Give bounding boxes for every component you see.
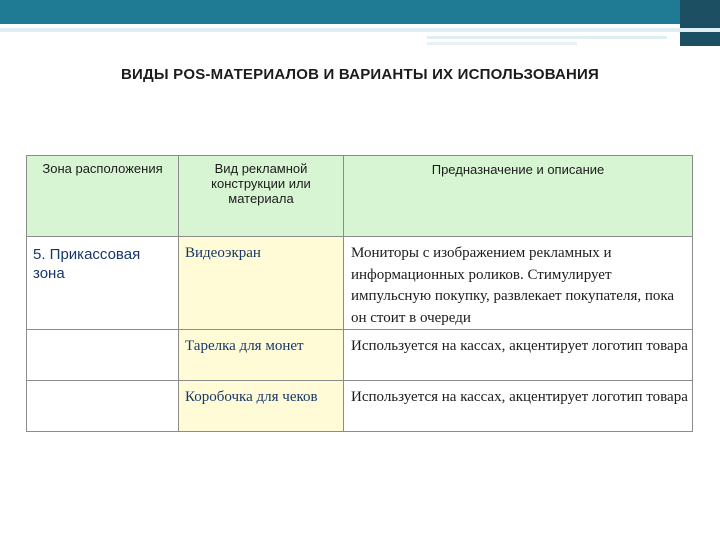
type-label: Тарелка для монет: [185, 338, 304, 354]
description-text: Используется на кассах, акцентирует логотип товара: [351, 389, 688, 405]
pos-materials-table: [26, 155, 693, 432]
slide-title: ВИДЫ POS-МАТЕРИАЛОВ И ВАРИАНТЫ ИХ ИСПОЛЬЗОВАНИЯ: [120, 66, 600, 83]
description-text: Используется на кассах, акцентирует логотип товара: [351, 338, 688, 354]
header-cell: [344, 156, 693, 237]
type-label: Видеоэкран: [185, 245, 261, 261]
zone-cell: [27, 330, 179, 381]
table-row: [27, 381, 693, 432]
type-label: Коробочка для чеков: [185, 389, 318, 405]
table-header-row: [27, 156, 693, 237]
description-text: Мониторы с изображением рекламных и информационных роликов. Стимулирует импульсную покупку, развлекает покупателя, пока он стоит в очереди: [351, 245, 675, 326]
top-accent-corner: [680, 0, 720, 46]
top-accent-bar: [0, 0, 720, 24]
top-accent-line-short: [427, 36, 667, 39]
zone-label: [27, 381, 178, 389]
top-accent-line-shorter: [427, 42, 577, 45]
header-description: Предназначение и описание: [431, 162, 605, 177]
zone-cell: [27, 381, 179, 432]
header-type: Вид рекламной конструкции или материала: [211, 161, 311, 206]
description-cell: [344, 330, 693, 381]
header-cell: [179, 156, 344, 237]
description-cell: [344, 381, 693, 432]
header-cell: [27, 156, 179, 237]
type-cell: [179, 237, 344, 330]
type-cell: [179, 330, 344, 381]
top-accent-line: [0, 28, 720, 32]
description-cell: [344, 237, 693, 330]
header-zone: Зона расположения: [42, 161, 163, 176]
table-row: [27, 330, 693, 381]
zone-cell: [27, 237, 179, 330]
zone-label: [27, 330, 178, 338]
type-cell: [179, 381, 344, 432]
table-row: [27, 237, 693, 330]
zone-label: 5. Прикассовая зона: [33, 246, 141, 282]
